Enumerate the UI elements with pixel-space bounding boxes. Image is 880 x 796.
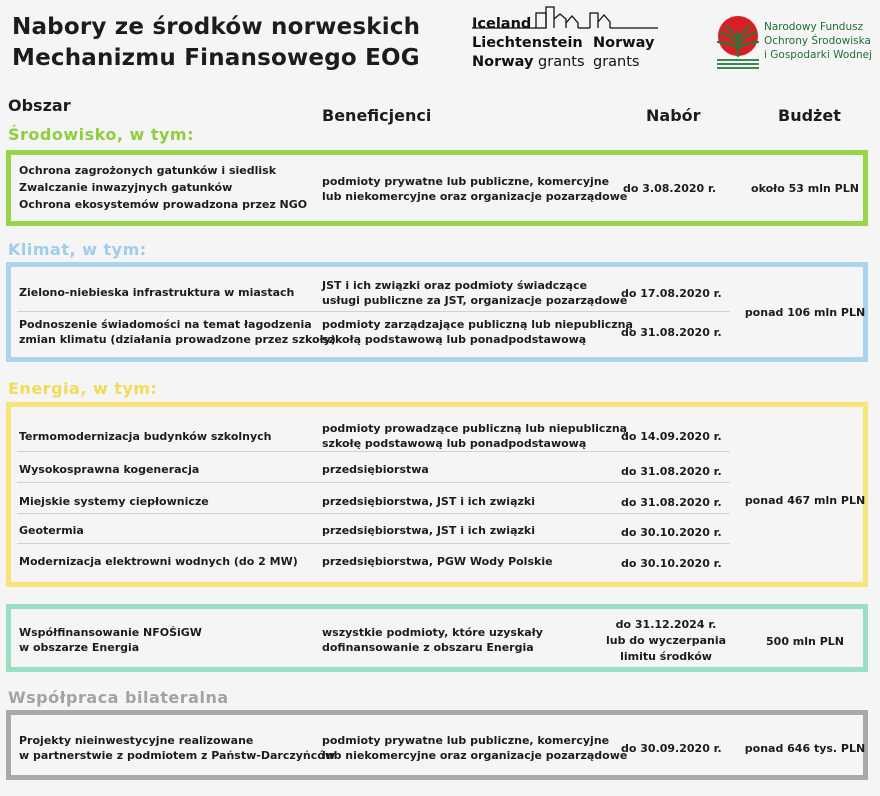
page-title <box>12 12 432 74</box>
page-title-line2: Mechanizmu Finansowego EOG <box>12 45 420 71</box>
section-title-srodowisko: Środowisko, w tym: <box>8 125 194 144</box>
energia-budget: ponad 467 mln PLN <box>744 494 866 507</box>
bilateralna-beneficiaries <box>322 733 627 763</box>
klimat-row2-beneficiaries <box>322 317 633 347</box>
wspolfinansowanie-beneficiaries <box>322 625 543 655</box>
eea-liechtenstein: Liechtenstein <box>472 35 583 51</box>
energia-divider-3 <box>17 513 730 514</box>
energia-row2-area: Wysokosprawna kogeneracja <box>19 463 200 476</box>
wspolfinansowanie-budget: 500 mln PLN <box>766 635 844 648</box>
section-title-energia: Energia, w tym: <box>8 379 158 398</box>
wspolfinansowanie-beneficiaries-line2: dofinansowanie z obszaru Energia <box>322 641 534 654</box>
klimat-budget: ponad 106 mln PLN <box>744 306 866 319</box>
bilateralna-beneficiaries-line1: podmioty prywatne lub publiczne, komercyjne <box>322 734 610 747</box>
eea-norway-grants-logo <box>472 5 662 73</box>
energia-row2-beneficiaries: przedsiębiorstwa <box>322 463 429 476</box>
eea-norway-left: Norway <box>472 54 534 70</box>
nfosigw-line2: Ochrony Środowiska <box>764 35 871 47</box>
nfosigw-emblem-icon <box>714 14 762 72</box>
energia-row3-area: Miejskie systemy ciepłownicze <box>19 495 209 508</box>
column-header-beneficiaries: Beneficjenci <box>322 106 432 125</box>
section-box-bilateralna <box>6 710 868 780</box>
klimat-row2-call: do 31.08.2020 r. <box>621 326 722 339</box>
section-title-bilateralna: Współpraca bilateralna <box>8 688 229 707</box>
srodowisko-beneficiaries <box>322 174 627 204</box>
eea-norway-grants <box>472 53 585 71</box>
energia-row4-call: do 30.10.2020 r. <box>621 526 722 539</box>
wspolfinansowanie-beneficiaries-line1: wszystkie podmioty, które uzyskały <box>322 626 543 639</box>
klimat-row1-beneficiaries <box>322 278 627 308</box>
energia-divider-1 <box>17 451 730 452</box>
bilateralna-area <box>19 733 335 763</box>
energia-row3-call: do 31.08.2020 r. <box>621 496 722 509</box>
wspolfinansowanie-area-line1: Współfinansowanie NFOŚiGW <box>19 626 202 639</box>
srodowisko-budget: około 53 mln PLN <box>751 182 859 195</box>
column-header-call: Nabór <box>646 106 701 125</box>
srodowisko-area-2: Zwalczanie inwazyjnych gatunków <box>19 181 233 194</box>
srodowisko-beneficiaries-line1: podmioty prywatne lub publiczne, komercyjne <box>322 175 610 188</box>
klimat-row2-beneficiaries-line2: szkołą podstawową lub ponadpodstawową <box>322 333 587 346</box>
energia-row4-beneficiaries: przedsiębiorstwa, JST i ich związki <box>322 524 535 537</box>
bilateralna-area-line2: w partnerstwie z podmiotem z Państw-Darczyńców <box>19 749 335 762</box>
wspolfinansowanie-call-line1: do 31.12.2024 r. <box>615 618 717 631</box>
klimat-row2-area-line2: zmian klimatu (działania prowadzone przez szkoły) <box>19 333 336 346</box>
nfosigw-line3: i Gospodarki Wodnej <box>764 49 873 61</box>
energia-row1-beneficiaries-line2: szkołę podstawową lub ponadpodstawową <box>322 437 587 450</box>
section-box-srodowisko <box>6 150 868 226</box>
wspolfinansowanie-call-line2: lub do wyczerpania <box>605 634 727 647</box>
srodowisko-areas <box>19 162 307 213</box>
klimat-row1-beneficiaries-line1: JST i ich związki oraz podmioty świadczące <box>322 279 588 292</box>
energia-row1-beneficiaries-line1: podmioty prowadzące publiczną lub niepubliczną <box>322 422 628 435</box>
energia-row3-beneficiaries: przedsiębiorstwa, JST i ich związki <box>322 495 535 508</box>
norway-grants-grants: grants <box>593 54 640 70</box>
bilateralna-budget: ponad 646 tys. PLN <box>744 742 866 755</box>
klimat-row2-area-line1: Podnoszenie świadomości na temat łagodzenia <box>19 318 312 331</box>
klimat-row-divider <box>17 311 730 312</box>
energia-row1-beneficiaries <box>322 421 627 451</box>
energia-row1-area: Termomodernizacja budynków szkolnych <box>19 430 272 443</box>
energia-divider-4 <box>17 543 730 544</box>
wspolfinansowanie-area <box>19 625 202 655</box>
page-title-line1: Nabory ze środków norweskich <box>12 14 421 40</box>
srodowisko-area-3: Ochrona ekosystemów prowadzona przez NGO <box>19 198 308 211</box>
srodowisko-beneficiaries-line2: lub niekomercyjne oraz organizacje pozarządowe <box>322 190 628 203</box>
srodowisko-area-1: Ochrona zagrożonych gatunków i siedlisk <box>19 164 277 177</box>
eea-iceland: Iceland <box>472 16 532 32</box>
energia-row4-area: Geotermia <box>19 524 84 537</box>
wspolfinansowanie-call-line3: limitu środków <box>620 650 712 663</box>
klimat-row1-beneficiaries-line2: usługi publiczne za JST, organizacje pozarządowe <box>322 294 628 307</box>
energia-row2-call: do 31.08.2020 r. <box>621 465 722 478</box>
energia-divider-2 <box>17 482 730 483</box>
wspolfinansowanie-area-line2: w obszarze Energia <box>19 641 140 654</box>
energia-row5-beneficiaries: przedsiębiorstwa, PGW Wody Polskie <box>322 555 553 568</box>
nfosigw-line1: Narodowy Fundusz <box>764 21 864 33</box>
nfosigw-logo <box>714 14 880 72</box>
bilateralna-call: do 30.09.2020 r. <box>621 742 722 755</box>
bilateralna-beneficiaries-line2: lub niekomercyjne oraz organizacje pozarządowe <box>322 749 628 762</box>
srodowisko-call: do 3.08.2020 r. <box>623 182 717 195</box>
eea-grants-left: grants <box>538 54 585 70</box>
klimat-row2-area <box>19 317 336 347</box>
klimat-row1-call: do 17.08.2020 r. <box>621 287 722 300</box>
klimat-row1-area: Zielono-niebieska infrastruktura w miastach <box>19 286 295 299</box>
norway-grants-norway: Norway <box>593 35 655 51</box>
energia-row5-area: Modernizacja elektrowni wodnych (do 2 MW) <box>19 555 298 568</box>
energia-row1-call: do 14.09.2020 r. <box>621 430 722 443</box>
section-title-klimat: Klimat, w tym: <box>8 240 147 259</box>
wspolfinansowanie-call <box>601 617 731 665</box>
nfosigw-name <box>764 20 872 62</box>
energia-row5-call: do 30.10.2020 r. <box>621 557 722 570</box>
section-box-energia <box>6 402 868 587</box>
column-header-area: Obszar <box>8 96 71 115</box>
section-box-klimat <box>6 262 868 362</box>
klimat-row2-beneficiaries-line1: podmioty zarządzające publiczną lub niepubliczną <box>322 318 633 331</box>
section-box-wspolfinansowanie <box>6 604 868 672</box>
column-header-budget: Budżet <box>778 106 841 125</box>
bilateralna-area-line1: Projekty nieinwestycyjne realizowane <box>19 734 254 747</box>
